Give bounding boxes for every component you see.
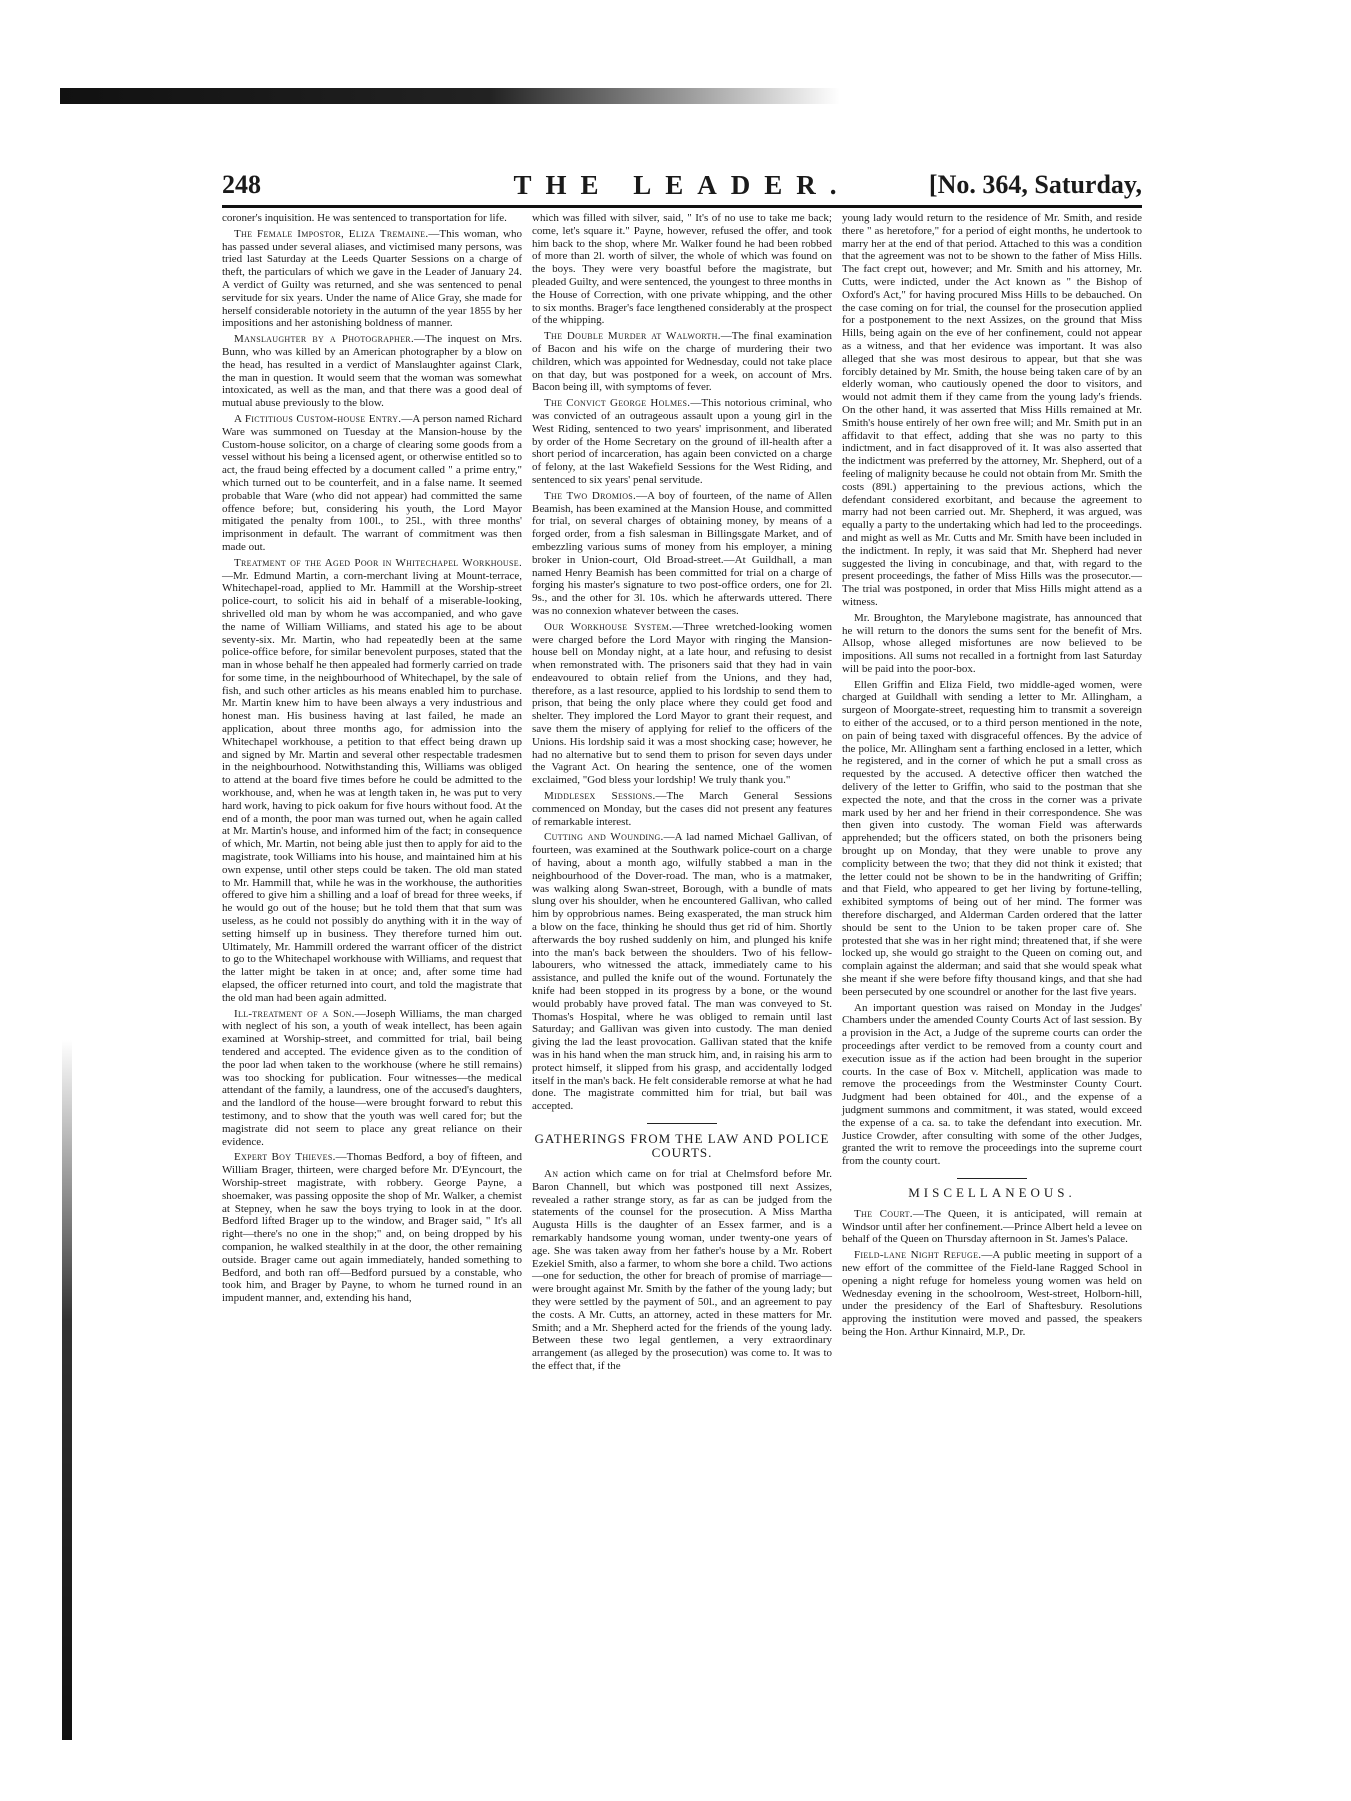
article-heading: Expert Boy Thieves. bbox=[234, 1151, 336, 1164]
article-cutting-wounding bbox=[532, 831, 832, 1113]
section-divider bbox=[957, 1178, 1027, 1179]
paragraph bbox=[532, 212, 832, 327]
section-divider bbox=[647, 1123, 717, 1124]
article-text: —The March General Sessions commenced on Monday, but the cases did not present any features of remarkable interest. bbox=[532, 790, 832, 828]
scan-edge-shadow bbox=[60, 88, 840, 104]
article-heading: An bbox=[544, 1167, 559, 1180]
article-heading: A Fictitious Custom-house Entry. bbox=[234, 412, 402, 425]
article-heading: Treatment of the Aged Poor in Whitechapel Workhouse. bbox=[234, 556, 522, 569]
paragraph bbox=[842, 212, 1142, 609]
article-chelmsford-action bbox=[532, 1168, 832, 1373]
article-double-murder bbox=[532, 330, 832, 394]
paragraph-text: young lady would return to the residence of Mr. Smith, and reside there " as heretofore," for a period of eight months, he undertook to marry her at the end of that period. Attached to this was a condition that the agreement was not to be shown to the father of Miss Hills. The fact crept out, however; and Mr. Smith and his attorney, Mr. Cutts, were indicted, under the Act known as " the Bishop of Oxford's Act," for having procured Miss Hills to be debauched. On the case coming on for trial, the counsel for the prosecution applied for a postponement to the next Assizes, on the ground that Miss Hills, being again on the eve of her confinement, could not appear as a witness, and that her evidence was important. It was also alleged that she was most desirous to appear, but that she was forcibly detained by Mr. Smith, the house being taken care of by an elderly woman, who cautiously opened the door to visitors, and would not admit them if they came from the young lady's friends. On the other hand, it was asserted that Miss Hills remained at Mr. Smith's house entirely of her own free will; and Mr. Smith put in an affidavit to that effect, adding that she was no party to this indictment, and in fact disapproved of it. It was also asserted that the indictment was preferred by the attorney, Mr. Shepherd, out of a feeling of malignity because he could not obtain from Mr. Smith the costs (89l.) appertaining to the previous actions, which the defendant considered exorbitant, and because the agreement to marry had not been carried out. Mr. Shepherd, it was argued, was equally a party to the undertaking which had led to the proceedings. and might as well as Mr. Cutts and Mr. Smith have been included in the indictment. In reply, it was said that Mr. Shepherd had never suggested the living in concubinage, and that, with regard to the present proceedings, the father of Miss Hills was the prosecutor.—The trial was postponed, in order that Miss Hills might attend as a witness. bbox=[842, 212, 1142, 608]
article-workhouse-system bbox=[532, 621, 832, 787]
column-3 bbox=[842, 212, 1142, 1342]
paragraph-text: which was filled with silver, said, " It's of no use to take me back; come, let's square it." Payne, however, refused the offer, and took him back to the shop, where Mr. Walker found he had been robbed of more than 2l. worth of silver, the whole of which was found on the boys. They were very boastful before the magistrate, but pleaded Guilty, and were sentenced, the youngest to three months in the House of Correction, with one private whipping, and the other to six months. Brager's face lengthened considerably at the prospect of the whipping. bbox=[532, 212, 832, 327]
article-heading: Cutting and Wounding. bbox=[544, 831, 664, 844]
article-text: —A boy of fourteen, of the name of Allen Beamish, has been examined at the Mansion House, and committed for trial, on several charges of obtaining money, by means of a forged order, from a fish salesman in Billingsgate Market, and of embezzling various sums of money from his employer, a mining broker in Union-court, Old Broad-street.—At Guildhall, a man named Henry Beamish has been committed for trial on a charge of forging his master's signature to two post-office orders, one for 2l. 9s., and the other for 3l. 10s. which he afterwards uttered. There was no connexion whatever between the cases. bbox=[532, 489, 832, 617]
article-text: —A lad named Michael Gallivan, of fourteen, was examined at the Southwark police-court on a charge of having, about a month ago, wilfully stabbed a man in the neighbourhood of the Dover-road. The man, who is a matmaker, was walking along Swan-street, Borough, with a bundle of mats slung over his shoulder, when he encountered Gallivan, who called him by opprobrious names. Being exasperated, the man struck him a blow on the face, thinking he should thus get rid of him. Shortly afterwards the boy rushed suddenly on him, and plunged his knife into the man's back between the shoulders. Two of his fellow-labourers, who witnessed the attack, immediately came to his assistance, and pulled the knife out of the wound. Fortunately the knife had been stopped in its progress by a bone, or the wound would probably have proved fatal. The man was conveyed to St. Thomas's Hospital, where he was obliged to remain until last Saturday; and Gallivan was given into custody. The man denied giving the lad the least provocation. Gallivan stated that the knife was in his hand when the man struck him, and, in raising his arm to protect himself, it slipped from his grasp, and accidentally lodged itself in the man's back. He felt considerable remorse at what he had done. The magistrate committed him for trial, but bail was accepted. bbox=[532, 831, 832, 1113]
article-two-dromios bbox=[532, 490, 832, 618]
paragraph bbox=[842, 679, 1142, 999]
article-boy-thieves bbox=[222, 1151, 522, 1305]
paragraph bbox=[222, 212, 522, 225]
article-heading: The Double Murder at Walworth. bbox=[544, 330, 721, 343]
article-text: —Joseph Williams, the man charged with neglect of his son, a youth of weak intellect, has been again examined at Worship-street, and committed for trial, bail being tendered and accepted. The evidence given as to the condition of the poor lad when taken to the workhouse (where he still remains) was too shocking for publication. Four witnesses—the medical attendant of the family, a laundress, one of the accused's daughters, and the landlord of the house—were brought forward to rebut this testimony, and to show that the youth was well cared for; but the magistrate did not seem to place any great reliance on their evidence. bbox=[222, 1007, 522, 1148]
scan-binding-shadow bbox=[62, 1040, 72, 1740]
paragraph-text: Ellen Griffin and Eliza Field, two middle-aged women, were charged at Guildhall with sending a letter to Mr. Allingham, a surgeon of Moorgate-street, requesting him to transmit a sovereign to either of the accused, or to a third person mentioned in the note, on pain of being taxed with disgraceful offences. By the advice of the police, Mr. Allingham sent a farthing enclosed in a letter, which he registered, and in the corner of which he put a small cross as requested by the accused. A detective officer then watched the delivery of the letter to Griffin, who said to the postman that she expected the note, and that the cross in the corner was a private mark used by her and her friend in their correspondence. She was then given into custody. The woman Field was afterwards apprehended; but the officers stated, on both the prisoners being brought up on Monday, that they were unable to prove any complicity between the two; that they did not think it existed; that the letter could not be shown to be in the handwriting of Griffin; and that Field, who appeared to get her living by fortune-telling, exhibited symptoms of being out of her mind. The former was therefore discharged, and Alderman Carden ordered that the latter should be sent to the Union to be taken proper care of. She protested that she was in her right mind; threatened that, if she were locked up, she would go straight to the Queen on coming out, and complain against the alderman; and said that she would speak what she meant if she were before fifty thousand kings, and that she had been persecuted by one scoundrel or another for the last five years. bbox=[842, 678, 1142, 998]
paragraph-text: An important question was raised on Monday in the Judges' Chambers under the amended County Courts Act of last session. By a provision in the Act, a Judge of the supreme courts can order the proceedings after verdict to be removed from a county court and execution issue as if the action had been brought in the superior courts. In the case of Box v. Mitchell, application was made to remove the proceedings from the Westminster County Court. Judgment had been obtained for 40l., and the expense of a judgment summons and commitment, it was stated, would exceed the expense of a ca. sa. to take the defendant into execution. Mr. Justice Crowder, after consulting with some of the other Judges, granted the writ to remove the proceedings into the supreme court from the county court. bbox=[842, 1001, 1142, 1168]
article-custom-house bbox=[222, 413, 522, 554]
article-text: —Mr. Edmund Martin, a corn-merchant living at Mount-terrace, Whitechapel-road, applied to Mr. Hammill at the Worship-street police-court, to solicit his aid in behalf of a miserable-looking, shrivelled old man by whom he was accompanied, and who gave the name of William Williams, and stated his age to be about seventy-six. Mr. Martin, who had repeatedly been at the same police-office before, for similar benevolent purposes, stated that the man in whose behalf he then appealed had formerly carried on trade for some time, in the neighbourhood of Whitechapel, by the sale of fish, and such other articles as his means enabled him to purchase. Mr. Martin knew him to have been always a very industrious and honest man. His business having at last failed, he made an application, about three months ago, for admission into the Whitechapel workhouse, a petition to that effect being drawn up and signed by Mr. Martin and several other respectable tradesmen in the neighbourhood. Notwithstanding this, Williams was obliged to attend at the board five times before he could be admitted to the workhouse, and, when he was at length taken in, he was put to very hard work, having to pick oakum for five hours without food. At the end of a month, the poor man was turned out, when he again called at Mr. Martin's house, and informed him of the fact; in consequence of which, Mr. Martin, not being able just then to apply for aid to the magistrate, took Williams into his house, and maintained him at his own expense, until other steps could be taken. The old man stated to Mr. Hammill that, while he was in the workhouse, the authorities offered to give him a shilling and a loaf of bread for three weeks, if he would go out of the house; but he told them that that sum was useless, as he could not possibly do anything with it in the way of setting himself up in business. They therefore turned him out. Ultimately, Mr. Hammill ordered the warrant officer of the district to go to the Whitechapel workhouse with Williams, and request that the latter might be taken in at once; and, after some time had elapsed, the officer returned into court, and told the magistrate that the old man had been again admitted. bbox=[222, 569, 523, 1004]
article-night-refuge bbox=[842, 1249, 1142, 1339]
article-convict-holmes bbox=[532, 397, 832, 487]
page-number: 248 bbox=[222, 170, 261, 199]
paragraph bbox=[842, 612, 1142, 676]
article-aged-poor bbox=[222, 557, 522, 1005]
article-heading: The Two Dromios. bbox=[544, 489, 637, 502]
section-title-miscellaneous: MISCELLANEOUS. bbox=[908, 1184, 1076, 1200]
article-heading: Manslaughter by a Photographer. bbox=[234, 333, 414, 346]
article-female-impostor bbox=[222, 228, 522, 330]
article-text: action which came on for trial at Chelmsford before Mr. Baron Channell, but which was postponed till next Assizes, revealed a rather strange story, as far as can be judged from the statements of the counsel for the prosecution. A Miss Martha Augusta Hills is the daughter of an Essex farmer, and is a remarkably handsome young woman, under twenty-one years of age. She was taken away from her father's house by a Mr. Robert Ezekiel Smith, also a farmer, to whom she bore a child. Two actions—one for seduction, the other for breach of promise of marriage—were brought against Mr. Smith by the father of the young lady; but they were settled by the payment of 50l., and an agreement to pay the costs. A Mr. Cutts, an attorney, acted in these matters for Mr. Smith; and a Mr. Shepherd acted for the friends of the young lady. Between these two legal gentlemen, a very extraordinary arrangement (as alleged by the prosecution) was come to. It was to the effect that, if the bbox=[532, 1167, 832, 1372]
article-heading: Our Workhouse System. bbox=[544, 620, 673, 633]
article-the-court bbox=[842, 1208, 1142, 1246]
article-text: —A public meeting in support of a new effort of the committee of the Field-lane Ragged School in opening a night refuge for homeless young women was held on Wednesday evening in the schoolroom, West-street, Holborn-hill, under the presidency of the Earl of Shaftesbury. Resolutions approving the institution were moved and passed, the speakers being the Hon. Arthur Kinnaird, M.P., Dr. bbox=[842, 1249, 1142, 1338]
issue-number: [No. 364, Saturday, bbox=[928, 170, 1142, 199]
article-text: —The inquest on Mrs. Bunn, who was killed by an American photographer by a blow on the head, has resulted in a verdict of Manslaughter against Clark, the man in question. It would seem that the woman was somewhat intoxicated, as well as the man, and that there was a good deal of mutual abuse previously to the blow. bbox=[222, 333, 522, 410]
newspaper-title: THE LEADER. bbox=[513, 170, 851, 200]
article-heading: Middlesex Sessions. bbox=[544, 790, 656, 803]
paragraph-text: Mr. Broughton, the Marylebone magistrate, has announced that he will return to the donors the sums sent for the benefit of Mrs. Allsop, whose alleged misfortunes are now believed to be impositions. All sums not recalled in a fortnight from last Saturday will be paid into the poor-box. bbox=[842, 611, 1142, 675]
paragraph-text: coroner's inquisition. He was sentenced to transportation for life. bbox=[222, 212, 507, 224]
column-1 bbox=[222, 212, 522, 1308]
page-header bbox=[222, 170, 1142, 204]
article-text: —This woman, who has passed under several aliases, and victimised many persons, was tried last Saturday at the Leeds Quarter Sessions on a charge of theft, the particulars of which we gave in the Leader of January 24. A verdict of Guilty was returned, and she was sentenced to penal servitude for six years. Under the name of Alice Gray, she made for herself considerable notoriety in the autumn of the year 1855 by her impositions and her astonishing boldness of manner. bbox=[222, 227, 522, 330]
column-2 bbox=[532, 212, 832, 1376]
section-title-law-courts: GATHERINGS FROM THE LAW AND POLICE COURTS. bbox=[534, 1130, 830, 1160]
header-rule bbox=[222, 205, 1142, 208]
article-text: —The final examination of Bacon and his wife on the charge of murdering their two children, which was appointed for Wednesday, could not take place on that day, but was postponed for a week, on account of Mrs. Bacon being ill, with symptoms of fever. bbox=[532, 330, 832, 394]
article-text: —The Queen, it is anticipated, will remain at Windsor until after her confinement.—Prince Albert held a levee on behalf of the Queen on Thursday afternoon in St. James's Palace. bbox=[842, 1207, 1142, 1246]
article-heading: Field-lane Night Refuge. bbox=[854, 1249, 982, 1262]
article-heading: The Female Impostor, Eliza Tremaine. bbox=[234, 227, 429, 240]
article-heading: Ill-treatment of a Son. bbox=[234, 1007, 355, 1020]
article-heading: The Convict George Holmes. bbox=[544, 397, 691, 410]
article-ill-treatment bbox=[222, 1008, 522, 1149]
article-text: —Thomas Bedford, a boy of fifteen, and William Brager, thirteen, were charged before Mr. D'Eyncourt, the Worship-street magistrate, with robbery. George Payne, a shoemaker, was passing opposite the shop of Mr. Walker, a chemist at Stepney, when he saw the boys trying to look in at the door. Bedford lifted Brager up to the window, and Brager said, " It's all right—there's no one in the shop;" and, on being dropped by his companion, he walked stealthily in at the door, the other remaining outside. Brager came out again immediately, handed something to Bedford, and both ran off—Bedford pursued by a constable, who took him, and Brager by Payne, to whom he turned round in an impudent manner, and, extending his hand, bbox=[222, 1151, 522, 1305]
article-text: —A person named Richard Ware was summoned on Tuesday at the Mansion-house by the Custom-house solicitor, on a charge of clearing some goods from a vessel without his being a licensed agent, or otherwise entitled so to act, the fraud being effected by a document called " a prime entry," which turned out to be counterfeit, and in a false name. It seemed probable that Ware (who did not appear) had committed the same offence before; but, considering his youth, the Lord Mayor mitigated the penalty from 100l., to 25l., with three months' imprisonment in default. The warrant of commitment was then made out. bbox=[222, 412, 522, 553]
article-middlesex-sessions bbox=[532, 790, 832, 828]
article-heading: The Court. bbox=[854, 1207, 913, 1220]
paragraph bbox=[842, 1002, 1142, 1168]
article-text: —Three wretched-looking women were charged before the Lord Mayor with ringing the Mansion-house bell on Monday night, at a late hour, and refusing to desist when remonstrated with. The prisoners said that they had in vain endeavoured to obtain relief from the Unions, and they had, therefore, as a last resource, applied to his lordship to send them to prison, that being the only place where they could get food and shelter. They implored the Lord Mayor to grant their request, and save them the misery of applying for relief to the officers of the Unions. His lordship said it was a most shocking case; however, he had no alternative but to send them to prison for seven days under the Vagrant Act. On hearing the sentence, one of the women exclaimed, "God bless your lordship! We truly thank you." bbox=[532, 620, 832, 787]
article-manslaughter bbox=[222, 333, 522, 410]
article-text: —This notorious criminal, who was convicted of an outrageous assault upon a young girl in the West Riding, sentenced to two years' imprisonment, and liberated by order of the Home Secretary on the ground of ill-health after a short period of incarceration, has again been convicted on a charge of felony, at the last Wakefield Sessions for the West Riding, and sentenced to six years' penal servitude. bbox=[532, 397, 832, 486]
